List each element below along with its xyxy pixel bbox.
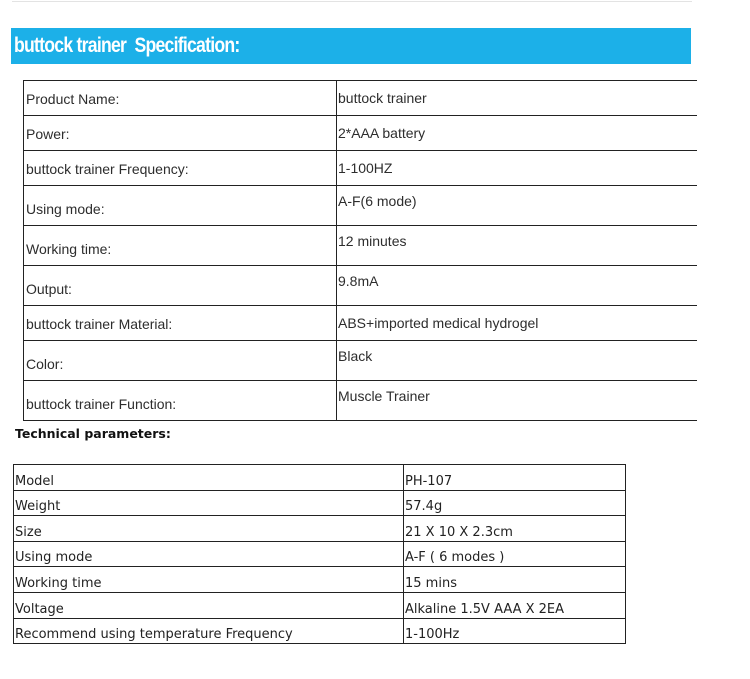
spec-value: 1-100HZ (337, 151, 698, 186)
spec-label: Product Name: (24, 81, 337, 116)
table-row (24, 306, 698, 341)
table-row (14, 516, 626, 542)
param-value: 1-100Hz (404, 618, 626, 644)
table-row (14, 592, 626, 618)
spec-label: Output: (24, 266, 337, 306)
param-label: Weight (14, 490, 404, 516)
spec-value: 9.8mA (337, 266, 698, 306)
param-value: 15 mins (404, 567, 626, 593)
spec-value: A-F(6 mode) (337, 186, 698, 226)
table-row (24, 226, 698, 266)
param-value: 57.4g (404, 490, 626, 516)
technical-parameters-table (13, 464, 626, 644)
table-row (14, 618, 626, 644)
table-row (14, 465, 626, 491)
param-value: A-F ( 6 modes ) (404, 541, 626, 567)
table-row (14, 541, 626, 567)
spec-value: Black (337, 341, 698, 381)
table-row (24, 266, 698, 306)
table-row (14, 490, 626, 516)
specification-banner (11, 28, 691, 64)
technical-parameters-heading: Technical parameters: (15, 426, 171, 441)
banner-title: buttock trainer Specification: (14, 34, 240, 57)
spec-value: 12 minutes (337, 226, 698, 266)
spec-label: buttock trainer Frequency: (24, 151, 337, 186)
spec-label: Using mode: (24, 186, 337, 226)
table-row (24, 116, 698, 151)
param-label: Size (14, 516, 404, 542)
specification-table (23, 80, 697, 421)
spec-value: Muscle Trainer (337, 381, 698, 421)
spec-label: Color: (24, 341, 337, 381)
spec-label: Power: (24, 116, 337, 151)
spec-value: buttock trainer (337, 81, 698, 116)
param-label: Recommend using temperature Frequency (14, 618, 404, 644)
param-label: Working time (14, 567, 404, 593)
param-label: Model (14, 465, 404, 491)
param-value: PH-107 (404, 465, 626, 491)
top-divider (12, 1, 692, 2)
spec-label: Working time: (24, 226, 337, 266)
table-row (24, 341, 698, 381)
table-row (14, 567, 626, 593)
param-value: Alkaline 1.5V AAA X 2EA (404, 592, 626, 618)
table-row (24, 381, 698, 421)
table-row (24, 186, 698, 226)
spec-label: buttock trainer Function: (24, 381, 337, 421)
table-row (24, 81, 698, 116)
spec-value: 2*AAA battery (337, 116, 698, 151)
spec-value: ABS+imported medical hydrogel (337, 306, 698, 341)
param-label: Using mode (14, 541, 404, 567)
spec-label: buttock trainer Material: (24, 306, 337, 341)
table-row (24, 151, 698, 186)
param-label: Voltage (14, 592, 404, 618)
param-value: 21 X 10 X 2.3cm (404, 516, 626, 542)
